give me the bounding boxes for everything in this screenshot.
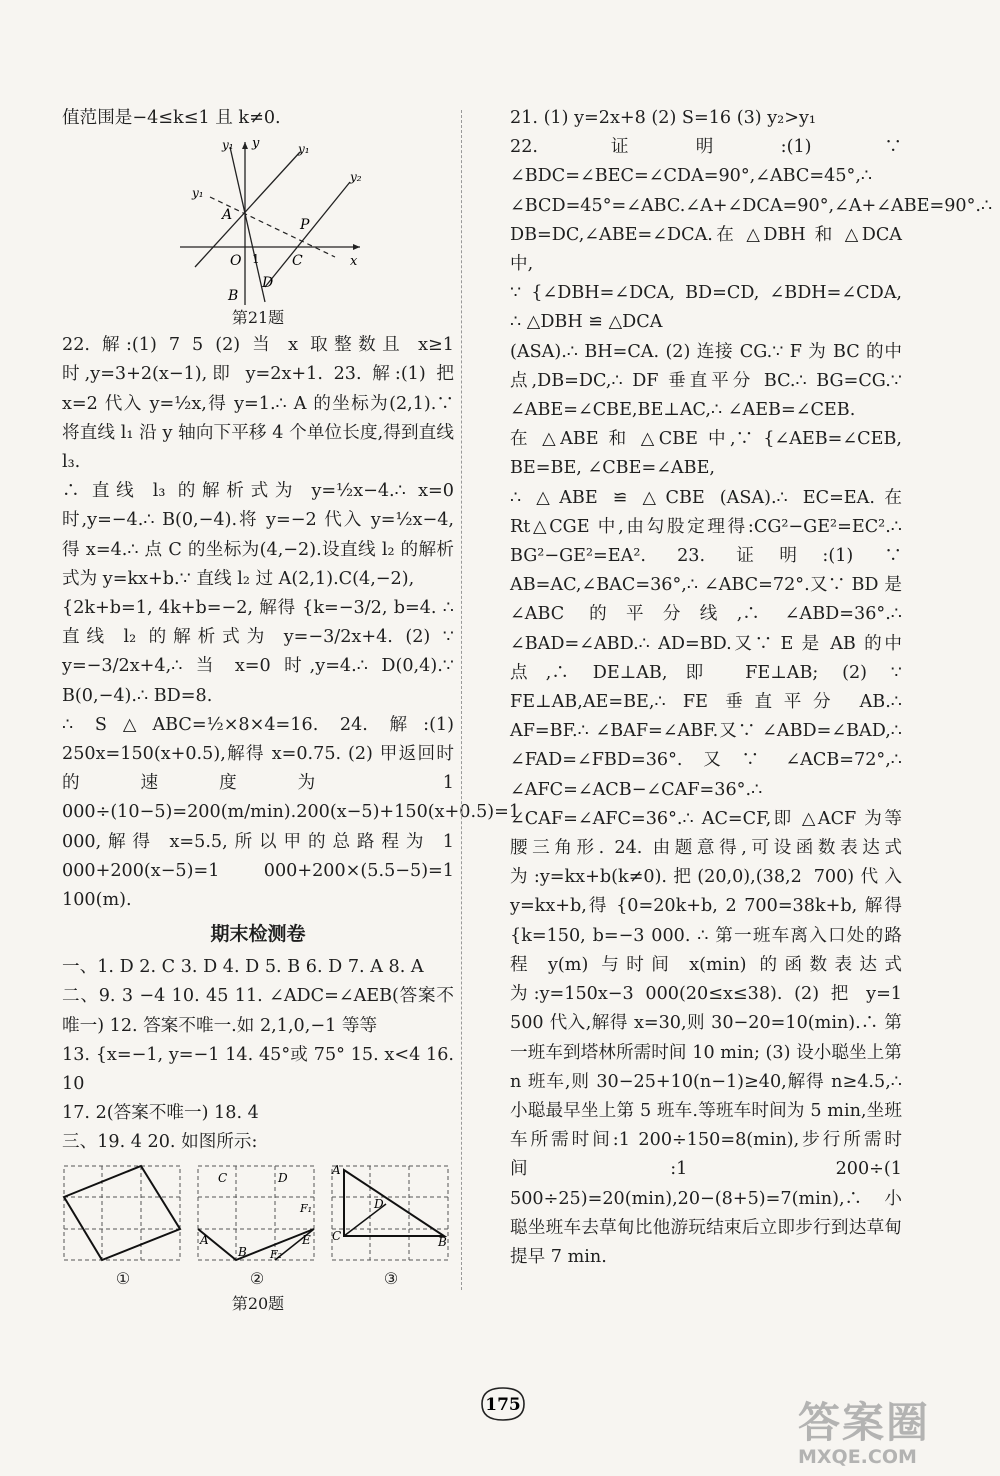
figure-label: E — [302, 1232, 311, 1247]
figure-20 — [62, 1164, 454, 1293]
figure-label: F₂ — [270, 1247, 283, 1261]
paragraph: ∵ {∠DBH=∠DCA, BD=CD, ∠BDH=∠CDA, ∴ △DBH ≌ △DCA — [510, 283, 902, 333]
graph-label: 1 — [252, 252, 260, 267]
answer-line: 17. 2(答案不唯一) 18. 4 — [62, 1103, 259, 1124]
answer-line: 三、19. 4 20. 如图所示: — [62, 1132, 258, 1153]
graph-label: y₁ — [192, 186, 204, 201]
paragraph: 22. 解:(1) 7 5 (2) 当 x 取整数且 x≥1 时,y=3+2(x−1),即 y=2x+1. 23. 解:(1) 把 x=2 代入 y=½x,得 y=1.∴ A 的坐标为(2,1).∵ 将直线 l₁ 沿 y 轴向下平移 4 个单位长度,得到直线 l₃. — [62, 335, 454, 473]
graph-label: y₁ — [298, 142, 310, 157]
section-title: 期末检测卷 — [210, 923, 306, 946]
paragraph: ∴ 直线 l₃ 的解析式为 y=½x−4.∴ x=0 时,y=−4.∴ B(0,−4).将 y=−2 代入 y=½x−4,得 x=4.∴ 点 C 的坐标为(4,−2).设直线 l₂ 的解析式为 y=kx+b.∵ 直线 l₂ 过 A(2,1).C(4,−2), — [62, 481, 454, 589]
right-column — [510, 104, 993, 1272]
figure-20-grid-2 — [196, 1164, 318, 1264]
paragraph: 22. 证明:(1) ∵ ∠BDC=∠BEC=∠CDA=90°,∠ABC=45°,∴ ∠BCD=45°=∠ABC.∠A+∠DCA=90°,∠A+∠ABE=90°.∴ DB=DC,∠ABE=∠DCA.在 △DBH 和 △DCA 中, — [510, 137, 993, 275]
paragraph: {2k+b=1, 4k+b=−2, 解得 {k=−3/2, b=4. ∴ 直线 l₂ 的解析式为 y=−3/2x+4. (2) ∵ y=−3/2x+4,∴ 当 x=0 时,y=4.∴ D(0,4).∵ B(0,−4).∴ BD=8. — [62, 598, 454, 706]
figure-label: D — [278, 1170, 288, 1185]
paragraph: (ASA).∴ BH=CA. (2) 连接 CG.∵ F 为 BC 的中点,DB=DC,∴ DF 垂直平分 BC.∴ BG=CG.∵ ∠ABE=∠CBE,BE⊥AC,∴ ∠AEB=∠CEB. — [510, 341, 902, 421]
figure-label: A — [332, 1163, 341, 1177]
graph-label: B — [228, 288, 239, 305]
graph-label: D — [262, 275, 274, 292]
watermark-logo — [798, 1400, 994, 1470]
graph-label: O — [230, 253, 242, 270]
paragraph: 21. (1) y=2x+8 (2) S=16 (3) y₂>y₁ — [510, 108, 816, 128]
watermark-url: MXQE.COM — [798, 1446, 917, 1468]
figure-label: C — [332, 1228, 342, 1243]
page-number: 175 — [485, 1395, 521, 1415]
graph-label: y₂ — [350, 170, 362, 185]
graph-label: y₁ — [222, 138, 234, 153]
answer-line: 一、1. D 2. C 3. D 4. D 5. B 6. D 7. A 8. A — [62, 957, 424, 978]
answer-line: 13. {x=−1, y=−1 14. 45°或 75° 15. x<4 16. 10 — [62, 1044, 454, 1095]
figure-label: C — [218, 1170, 228, 1185]
figure-label: F₁ — [300, 1201, 313, 1215]
figure-caption: 第20题 — [231, 1293, 285, 1313]
figure-20-grid-1 — [62, 1164, 184, 1264]
figure-label: A — [200, 1232, 209, 1247]
paragraph: ∴ △ABE ≌ △CBE (ASA).∴ EC=EA.在 Rt△CGE 中,由勾股定理得:CG²−GE²=EC².∴ BG²−GE²=EA². 23. 证明:(1) ∵ AB=AC,∠BAC=36°,∴ ∠ABC=72°.又∵ BD 是∠ABC 的平分线,∴ ∠ABD=36°.∴ ∠BAD=∠ABD.∴ AD=BD.又∵ E 是 AB 的中点,∴ DE⊥AB,即 FE⊥AB; (2) ∵ FE⊥AB,AE=BE,∴ FE 垂直平分 AB.∴ AF=BF.∴ ∠BAF=∠ABF.又∵ ∠ABD=∠BAD,∴ ∠FAD=∠FBD=36°.又∵ ∠ACB=72°,∴ ∠AFC=∠ACB−∠CAF=36°.∴ ∠CAF=∠AFC=36°.∴ AC=CF,即 △ACF 为等腰三角形. 24. 由题意得,可设函数表达式为:y=kx+b(k≠0).把(20,0),(38,2 700)代入 y=kx+b,得 {0=20k+b, 2 700=38k+b, 解得 {k=150, b=−3 000. ∴ 第一班车离入口处的路程 y(m) 与时间 x(min) 的函数表达式为:y=150x−3 000(20≤x≤38). (2) 把 y=1 500 代入,解得 x=30,则 30−20=10(min).∴ 第一班车到塔林所需时间 10 min; (3) 设小聪坐上第 n 班车,则 30−25+10(n−1)≥40,解得 n≥4.5,∴ 小聪最早坐上第 5 班车.等班车时间为 5 min,坐班车所需时间:1 200÷150=8(min),步行所需时间:1 200÷(1 500÷25)=20(min),20−(8+5)=7(min),∴ 小聪坐班车去草甸比他游玩结束后立即步行到达草甸提早 7 min. — [510, 487, 902, 1267]
paragraph: 值范围是−4≤k≤1 且 k≠0. — [62, 108, 281, 128]
graph-label: P — [300, 217, 310, 234]
graph-label: y — [252, 137, 260, 152]
sub-figure-label: ③ — [383, 1268, 399, 1288]
left-column — [62, 104, 521, 1317]
figure-label: B — [438, 1234, 447, 1249]
sub-figure-label: ① — [115, 1268, 131, 1288]
watermark-text: 答案圈 — [798, 1398, 931, 1447]
sub-figure-label: ② — [249, 1268, 265, 1288]
graph-label: C — [292, 253, 303, 270]
figure-label: B — [238, 1244, 247, 1259]
figure-caption: 第21题 — [231, 308, 285, 328]
page-number-badge — [478, 1384, 528, 1424]
figure-21-graph — [170, 137, 370, 307]
graph-label: x — [350, 254, 358, 270]
graph-label: A — [222, 207, 233, 224]
answer-line: 二、9. 3 −4 10. 45 11. ∠ADC=∠AEB(答案不唯一) 12. 答案不唯一.如 2,1,0,−1 等等 — [62, 986, 454, 1036]
paragraph: ∴ S△ABC=½×8×4=16. 24. 解:(1) 250x=150(x+0.5),解得 x=0.75. (2) 甲返回时的速度为 1 000÷(10−5)=200(m/min).200(x−5)+150(x+0.5)=1 000,解得 x=5.5,所以甲的总路程为 1 000+200(x−5)=1 000+200×(5.5−5)=1 100(m). — [62, 714, 521, 911]
figure-label: D — [374, 1196, 384, 1211]
figure-20-grid-3 — [330, 1164, 452, 1264]
paragraph: 在 △ABE 和 △CBE 中,∵ {∠AEB=∠CEB, BE=BE, ∠CBE=∠ABE, — [510, 429, 902, 479]
column-divider — [461, 110, 462, 1290]
